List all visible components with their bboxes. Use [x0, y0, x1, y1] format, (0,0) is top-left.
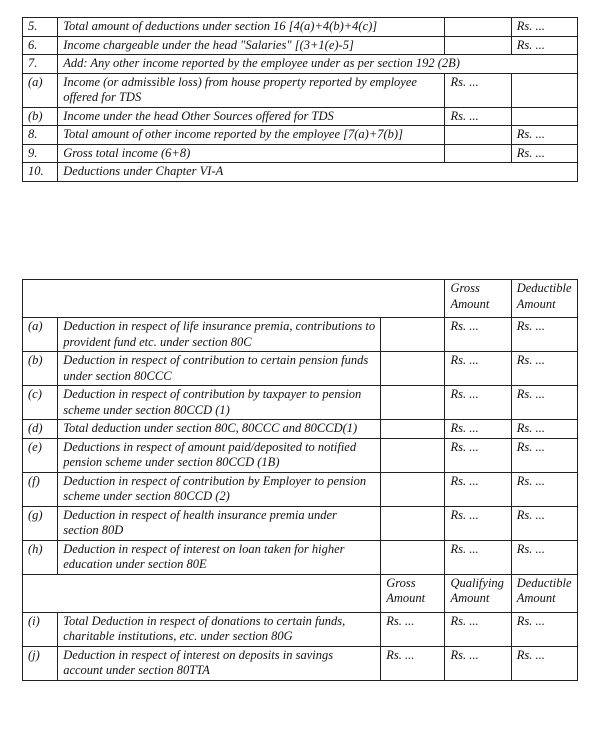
row-qualifying: Rs. ...: [445, 612, 511, 646]
row-deductible: Rs. ...: [511, 386, 577, 420]
row-description: Deduction in respect of contribution by taxpayer to pension scheme under section 80CCD (1): [58, 386, 381, 420]
column-header-gross: Gross Amount: [381, 574, 445, 612]
row-deductible: Rs. ...: [511, 352, 577, 386]
table-row: [23, 73, 578, 107]
column-header-qualifying: Qualifying Amount: [445, 574, 511, 612]
row-description: Income under the head Other Sources offered for TDS: [58, 107, 445, 126]
row-number: (j): [23, 646, 58, 680]
row-deductible: Rs. ...: [511, 318, 577, 352]
row-amount: Rs. ...: [511, 36, 577, 55]
income-table: [22, 17, 578, 182]
row-number: (c): [23, 386, 58, 420]
table-row: [23, 55, 578, 74]
row-deductible: Rs. ...: [511, 438, 577, 472]
row-gross: Rs. ...: [445, 420, 511, 439]
row-gross: Rs. ...: [445, 472, 511, 506]
row-amount: Rs. ...: [511, 126, 577, 145]
row-description: Deduction in respect of contribution to certain pension funds under section 80CCC: [58, 352, 381, 386]
table-row: [23, 18, 578, 37]
row-description: Total amount of other income reported by the employee [7(a)+7(b)]: [58, 126, 445, 145]
row-sub-amount: Rs. ...: [445, 73, 511, 107]
row-gross: Rs. ...: [445, 352, 511, 386]
row-number: (i): [23, 612, 58, 646]
row-description: Total deduction under section 80C, 80CCC and 80CCD(1): [58, 420, 381, 439]
row-description: Income (or admissible loss) from house property reported by employee offered for TDS: [58, 73, 445, 107]
row-deductible: Rs. ...: [511, 612, 577, 646]
row-description: Deductions in respect of amount paid/deposited to notified pension scheme under section 80CCD (1B): [58, 438, 381, 472]
row-deductible: Rs. ...: [511, 646, 577, 680]
row-description: Income chargeable under the head "Salaries" [(3+1(e)-5]: [58, 36, 445, 55]
row-description: Deductions under Chapter VI-A: [58, 163, 578, 182]
row-amount: Rs. ...: [511, 144, 577, 163]
row-number: (d): [23, 420, 58, 439]
table-header-row: [23, 280, 578, 318]
row-number: (f): [23, 472, 58, 506]
row-number: (b): [23, 352, 58, 386]
table-row: [23, 126, 578, 145]
row-deductible: Rs. ...: [511, 506, 577, 540]
row-description: Deduction in respect of health insurance premia under section 80D: [58, 506, 381, 540]
row-qualifying: Rs. ...: [445, 646, 511, 680]
row-description: Gross total income (6+8): [58, 144, 445, 163]
table-row: [23, 144, 578, 163]
row-deductible: Rs. ...: [511, 420, 577, 439]
column-header-deductible: Deductible Amount: [511, 574, 577, 612]
table-row: [23, 163, 578, 182]
table-row: [23, 472, 578, 506]
row-amount: Rs. ...: [511, 18, 577, 37]
table-row: [23, 506, 578, 540]
row-deductible: Rs. ...: [511, 540, 577, 574]
row-number: 7.: [23, 55, 58, 74]
table-row: [23, 420, 578, 439]
row-number: (b): [23, 107, 58, 126]
row-gross: Rs. ...: [445, 318, 511, 352]
row-number: (e): [23, 438, 58, 472]
table-row: [23, 107, 578, 126]
column-header-deductible: Deductible Amount: [511, 280, 577, 318]
table-row: [23, 612, 578, 646]
row-number: (a): [23, 73, 58, 107]
row-description: Deduction in respect of contribution by Employer to pension scheme under section 80CCD (2): [58, 472, 381, 506]
row-gross: Rs. ...: [381, 646, 445, 680]
row-gross: Rs. ...: [381, 612, 445, 646]
row-number: 9.: [23, 144, 58, 163]
row-number: 6.: [23, 36, 58, 55]
row-gross: Rs. ...: [445, 438, 511, 472]
deductions-table: [22, 279, 578, 681]
row-number: 10.: [23, 163, 58, 182]
table-row: [23, 386, 578, 420]
row-description: Deduction in respect of interest on deposits in savings account under section 80TTA: [58, 646, 381, 680]
row-number: 5.: [23, 18, 58, 37]
table-row: [23, 36, 578, 55]
row-gross: Rs. ...: [445, 386, 511, 420]
row-number: 8.: [23, 126, 58, 145]
table-row: [23, 352, 578, 386]
row-description: Deduction in respect of interest on loan taken for higher education under section 80E: [58, 540, 381, 574]
table-row: [23, 438, 578, 472]
table-header-row: [23, 574, 578, 612]
table-row: [23, 318, 578, 352]
row-number: (h): [23, 540, 58, 574]
row-description: Add: Any other income reported by the employee under as per section 192 (2B): [58, 55, 578, 74]
row-number: (a): [23, 318, 58, 352]
row-description: Deduction in respect of life insurance premia, contributions to provident fund etc. under section 80C: [58, 318, 381, 352]
row-description: Total amount of deductions under section 16 [4(a)+4(b)+4(c)]: [58, 18, 445, 37]
row-sub-amount: Rs. ...: [445, 107, 511, 126]
row-gross: Rs. ...: [445, 506, 511, 540]
column-header-gross: Gross Amount: [445, 280, 511, 318]
row-description: Total Deduction in respect of donations to certain funds, charitable institutions, etc. under section 80G: [58, 612, 381, 646]
row-deductible: Rs. ...: [511, 472, 577, 506]
row-gross: Rs. ...: [445, 540, 511, 574]
row-number: (g): [23, 506, 58, 540]
table-row: [23, 540, 578, 574]
table-row: [23, 646, 578, 680]
